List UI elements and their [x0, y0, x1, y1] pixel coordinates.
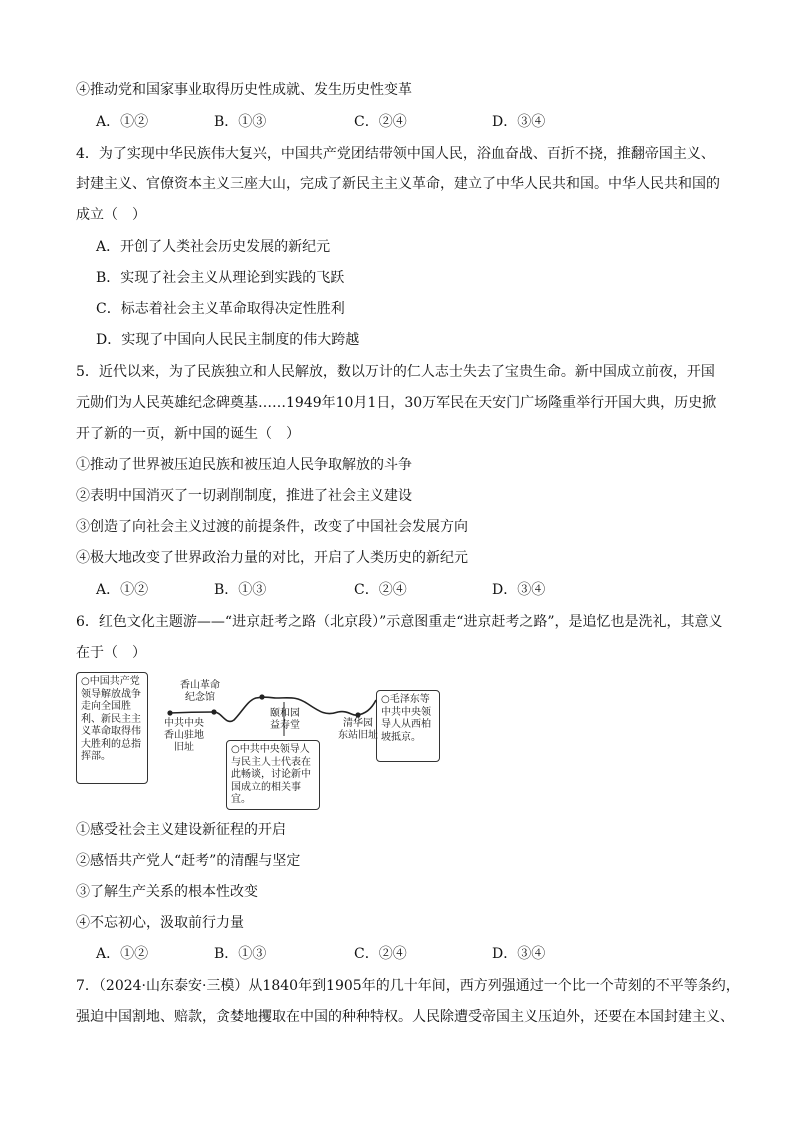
q4-option-b[interactable]: B．实现了社会主义从理论到实践的飞跃: [96, 270, 345, 286]
q7-stem-line-1: 7．（2024·山东泰安·三模）从1840年到1905年的几十年间，西方列强通过一个比一个苛刻的不平等条约，: [76, 978, 740, 994]
q4-stem-line-3: 成立（ ）: [76, 207, 146, 223]
q5-stem-line-1: 5．近代以来，为了民族独立和人民解放，数以万计的仁人志士失去了宝贵生命。新中国成立前夜，开国: [76, 364, 715, 380]
site-label-4: 清华园 东站旧址: [338, 718, 378, 741]
box-middle-note: ○中共中央领导人与民主人士代表在此畅谈，讨论新中国成立的相关事宜。: [226, 740, 320, 810]
box-left-note: ○中国共产党领导解放战争走向全国胜利、新民主主义革命取得伟大胜利的总指挥部。: [76, 672, 148, 784]
option-b[interactable]: B．①③: [214, 582, 267, 598]
option-c[interactable]: C．②④: [354, 946, 407, 962]
box-right-note: ○毛泽东等中共中央领导人从西柏坡抵京。: [376, 690, 440, 762]
option-c[interactable]: C．②④: [354, 114, 407, 130]
q4-option-d[interactable]: D．实现了中国向人民民主制度的伟大跨越: [96, 332, 360, 348]
q6-stem-line-2: 在于（ ）: [76, 645, 146, 661]
site-label-2: 香山革命 纪念馆: [180, 680, 220, 703]
site-dot-3: [259, 694, 264, 699]
site-label-3: 颐和园 益寿堂: [270, 708, 300, 731]
q6-statement-1: ①感受社会主义建设新征程的开启: [76, 822, 286, 838]
q6-statement-2: ②感悟共产党人“赶考”的清醒与坚定: [76, 853, 301, 869]
q4-option-c[interactable]: C．标志着社会主义革命取得决定性胜利: [96, 301, 345, 317]
q4-option-a[interactable]: A．开创了人类社会历史发展的新纪元: [96, 239, 331, 255]
option-b[interactable]: B．①③: [214, 946, 267, 962]
q5-statement-4: ④极大地改变了世界政治力量的对比，开启了人类历史的新纪元: [76, 550, 468, 566]
q5-stem-line-2: 元勋们为人民英雄纪念碑奠基……1949年10月1日，30万军民在天安门广场隆重举行开国大典，历史掀: [76, 395, 717, 411]
site-dot-1: [167, 710, 172, 715]
q4-stem-line-2: 封建主义、官僚资本主义三座大山，完成了新民主主义革命，建立了中华人民共和国。中华人民共和国的: [76, 176, 720, 192]
option-a[interactable]: A．①②: [96, 582, 149, 598]
option-d[interactable]: D．③④: [492, 946, 546, 962]
q5-stem-line-3: 开了新的一页，新中国的诞生（ ）: [76, 426, 300, 442]
q5-statement-3: ③创造了向社会主义过渡的前提条件，改变了中国社会发展方向: [76, 519, 468, 535]
option-a[interactable]: A．①②: [96, 946, 149, 962]
q5-statement-2: ②表明中国消灭了一切剥削制度，推进了社会主义建设: [76, 488, 412, 504]
option-b[interactable]: B．①③: [214, 114, 267, 130]
q4-stem-line-1: 4．为了实现中华民族伟大复兴，中国共产党团结带领中国人民，浴血奋战、百折不挠，推翻帝国主义、: [76, 146, 715, 162]
option-d[interactable]: D．③④: [492, 114, 546, 130]
option-c[interactable]: C．②④: [354, 582, 407, 598]
site-dot-2: [211, 709, 216, 714]
statement-4-prev: ④推动党和国家事业取得历史性成就、发生历史性变革: [76, 82, 412, 98]
q6-stem-line-1: 6．红色文化主题游——“进京赶考之路（北京段）”示意图重走“进京赶考之路”，是追忆也是洗礼，其意义: [76, 614, 723, 630]
route-diagram: [76, 668, 446, 814]
q6-statement-3: ③了解生产关系的根本性改变: [76, 884, 258, 900]
option-d[interactable]: D．③④: [492, 582, 546, 598]
q5-statement-1: ①推动了世界被压迫民族和被压迫人民争取解放的斗争: [76, 457, 412, 473]
option-a[interactable]: A．①②: [96, 114, 149, 130]
q7-stem-line-2: 强迫中国割地、赔款，贪婪地攫取在中国的种种特权。人民除遭受帝国主义压迫外，还要在本国封建主义、: [76, 1009, 734, 1025]
q6-statement-4: ④不忘初心，汲取前行力量: [76, 915, 244, 931]
site-label-1: 中共中央 香山驻地 旧址: [164, 718, 204, 753]
site-dot-4: [355, 712, 360, 717]
